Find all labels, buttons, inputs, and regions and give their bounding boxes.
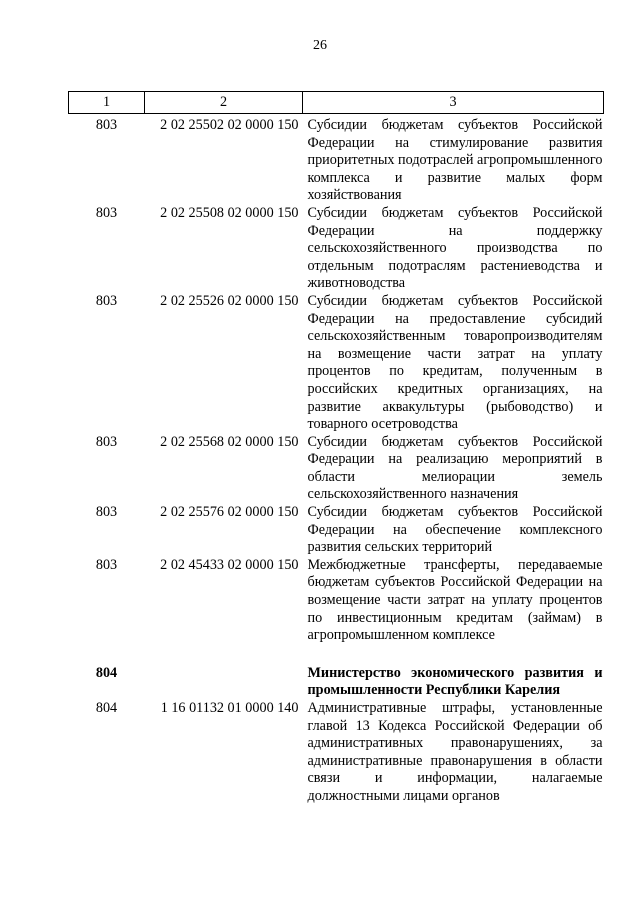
- table-row: [69, 293, 604, 434]
- column-header-2: 2: [145, 92, 303, 114]
- revenue-description: Субсидии бюджетам субъектов Российской Федерации на предоставление субсидий сельскохозяйственным товаропроизводителям на возмещение части затрат на уплату процентов по кредитам, полученным в российских кредитных организациях, на развитие аквакультуры (рыбоводство) и товарного осетроводства: [307, 292, 603, 433]
- revenue-description: Административные штрафы, установленные главой 13 Кодекса Российской Федерации об административных правонарушениях, за административные правонарушения в области связи и информации, налагаемые должностными лицами органов: [307, 700, 603, 804]
- budget-classification-code: [145, 645, 303, 700]
- revenue-description: Субсидии бюджетам субъектов Российской Федерации на реализацию мероприятий в области мелиорации земель сельскохозяйственного назначения: [307, 433, 603, 503]
- table-header-row: [69, 92, 604, 114]
- admin-code: 803: [95, 204, 118, 221]
- admin-code: 803: [95, 556, 118, 573]
- revenue-description: Субсидии бюджетам субъектов Российской Федерации на стимулирование развития приоритетных подотраслей агропромышленного комплекса и развитие малых форм хозяйствования: [307, 117, 603, 204]
- budget-classification-code: 2 02 25508 02 0000 150: [160, 204, 299, 221]
- revenue-description: Межбюджетные трансферты, передаваемые бюджетам субъектов Российской Федерации на возмещение части затрат на уплату процентов по инвестиционным кредитам (займам) в агропромышленном комплексе: [307, 556, 603, 644]
- table-row: [69, 434, 604, 504]
- budget-classification-code: 2 02 25526 02 0000 150: [160, 292, 299, 309]
- budget-classification-code: 2 02 25568 02 0000 150: [160, 433, 299, 450]
- admin-code: 803: [95, 117, 118, 133]
- page-number: 26: [313, 38, 327, 53]
- admin-code: 803: [95, 292, 118, 309]
- table-row: [69, 205, 604, 293]
- revenue-codes-table: [68, 91, 604, 806]
- revenue-description: Субсидии бюджетам субъектов Российской Федерации на обеспечение комплексного развития сельских территорий: [307, 504, 603, 556]
- column-header-3: 3: [303, 92, 604, 114]
- admin-code: 804: [95, 664, 118, 681]
- ministry-title: Министерство экономического развития и промышленности Республики Карелия: [307, 664, 603, 699]
- admin-code: 803: [95, 433, 118, 450]
- budget-classification-code: 2 02 25502 02 0000 150: [160, 117, 299, 133]
- column-header-1: 1: [69, 92, 145, 114]
- budget-classification-code: 2 02 45433 02 0000 150: [160, 556, 299, 573]
- table-row: [69, 114, 604, 205]
- budget-classification-code: 1 16 01132 01 0000 140: [160, 700, 299, 716]
- admin-code: 803: [95, 504, 118, 521]
- table-row: [69, 557, 604, 645]
- table-row: [69, 504, 604, 557]
- admin-code: 804: [95, 700, 118, 716]
- revenue-description: Субсидии бюджетам субъектов Российской Федерации на поддержку сельскохозяйственного производства по отдельным подотраслям растениеводства и животноводства: [307, 204, 603, 292]
- budget-classification-code: 2 02 25576 02 0000 150: [160, 504, 299, 521]
- table-row: [69, 700, 604, 806]
- section-header-row: [69, 645, 604, 700]
